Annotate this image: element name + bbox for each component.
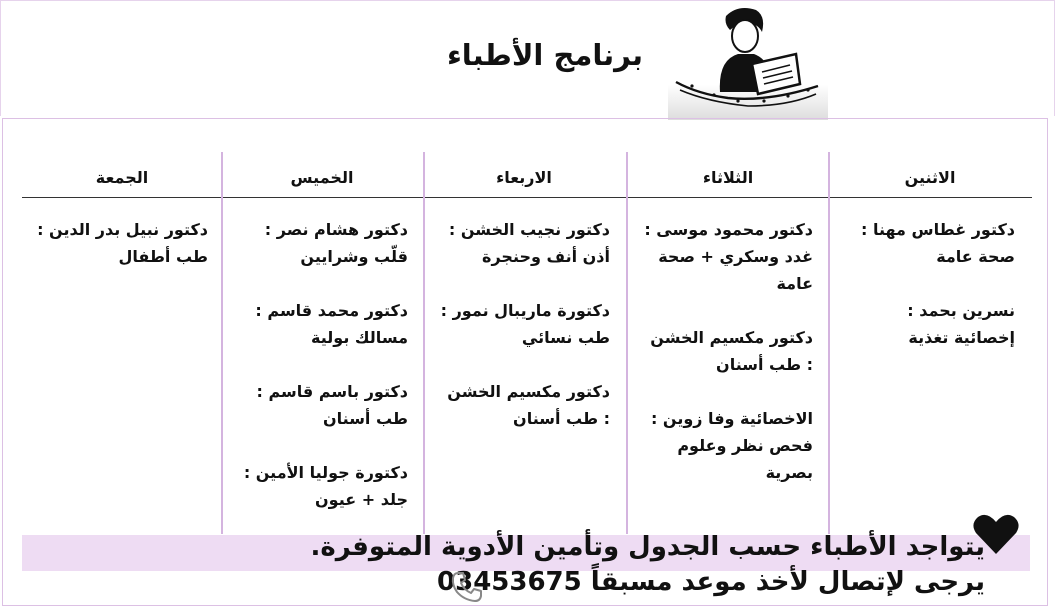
day-header-wednesday: الاربعاء <box>496 168 552 187</box>
column-divider <box>423 152 425 534</box>
day-column-monday <box>845 216 1015 378</box>
logo-reading-figure <box>668 2 828 120</box>
day-column-thursday <box>236 216 408 540</box>
day-column-friday <box>36 216 208 297</box>
doctor-entry: دكتور محمود موسى : غدد وسكري + صحة عامة <box>644 220 813 293</box>
day-header-thursday: الخميس <box>290 168 354 187</box>
day-column-wednesday <box>440 216 610 459</box>
doctor-entry: دكتور مكسيم الخشن : طب أسنان <box>447 382 610 428</box>
doctor-entry: دكتور محمد قاسم : مسالك بولية <box>255 301 408 347</box>
availability-note: يتواجد الأطباء حسب الجدول وتأمين الأدوية المتوفرة. <box>310 532 985 562</box>
day-column-tuesday <box>643 216 813 513</box>
day-header-tuesday: الثلاثاء <box>702 168 754 187</box>
header-divider <box>22 197 1032 198</box>
page-title: برنامج الأطباء <box>446 38 644 72</box>
doctor-entry: دكتور نبيل بدر الدين : طب أطفال <box>37 220 208 266</box>
doctor-entry: نسرين بحمد : إخصائية تغذية <box>907 301 1015 347</box>
doctor-entry: دكتور نجيب الخشن : أذن أنف وحنجرة <box>448 220 610 266</box>
contact-note: يرجى لإتصال لأخذ موعد مسبقاً 03453675 <box>437 567 985 597</box>
doctor-entry: دكتورة ماريبال نمور : طب نسائي <box>440 301 610 347</box>
column-divider <box>221 152 223 534</box>
doctor-entry: دكتور غطاس مهنا : صحة عامة <box>860 220 1015 266</box>
phone-icon <box>450 570 484 604</box>
day-header-friday: الجمعة <box>95 168 149 187</box>
doctor-entry: دكتور مكسيم الخشن : طب أسنان <box>650 328 813 374</box>
column-divider <box>626 152 628 534</box>
column-divider <box>828 152 830 534</box>
doctor-entry: الاخصائية وفا زوين : فحص نظر وعلوم بصرية <box>650 409 813 482</box>
day-header-monday: الاثنين <box>904 168 956 187</box>
doctor-entry: دكتور باسم قاسم : طب أسنان <box>256 382 408 428</box>
doctor-entry: دكتورة جوليا الأمين : جلد + عيون <box>243 463 408 509</box>
doctor-entry: دكتور هشام نصر : قلّب وشرايين <box>264 220 408 266</box>
